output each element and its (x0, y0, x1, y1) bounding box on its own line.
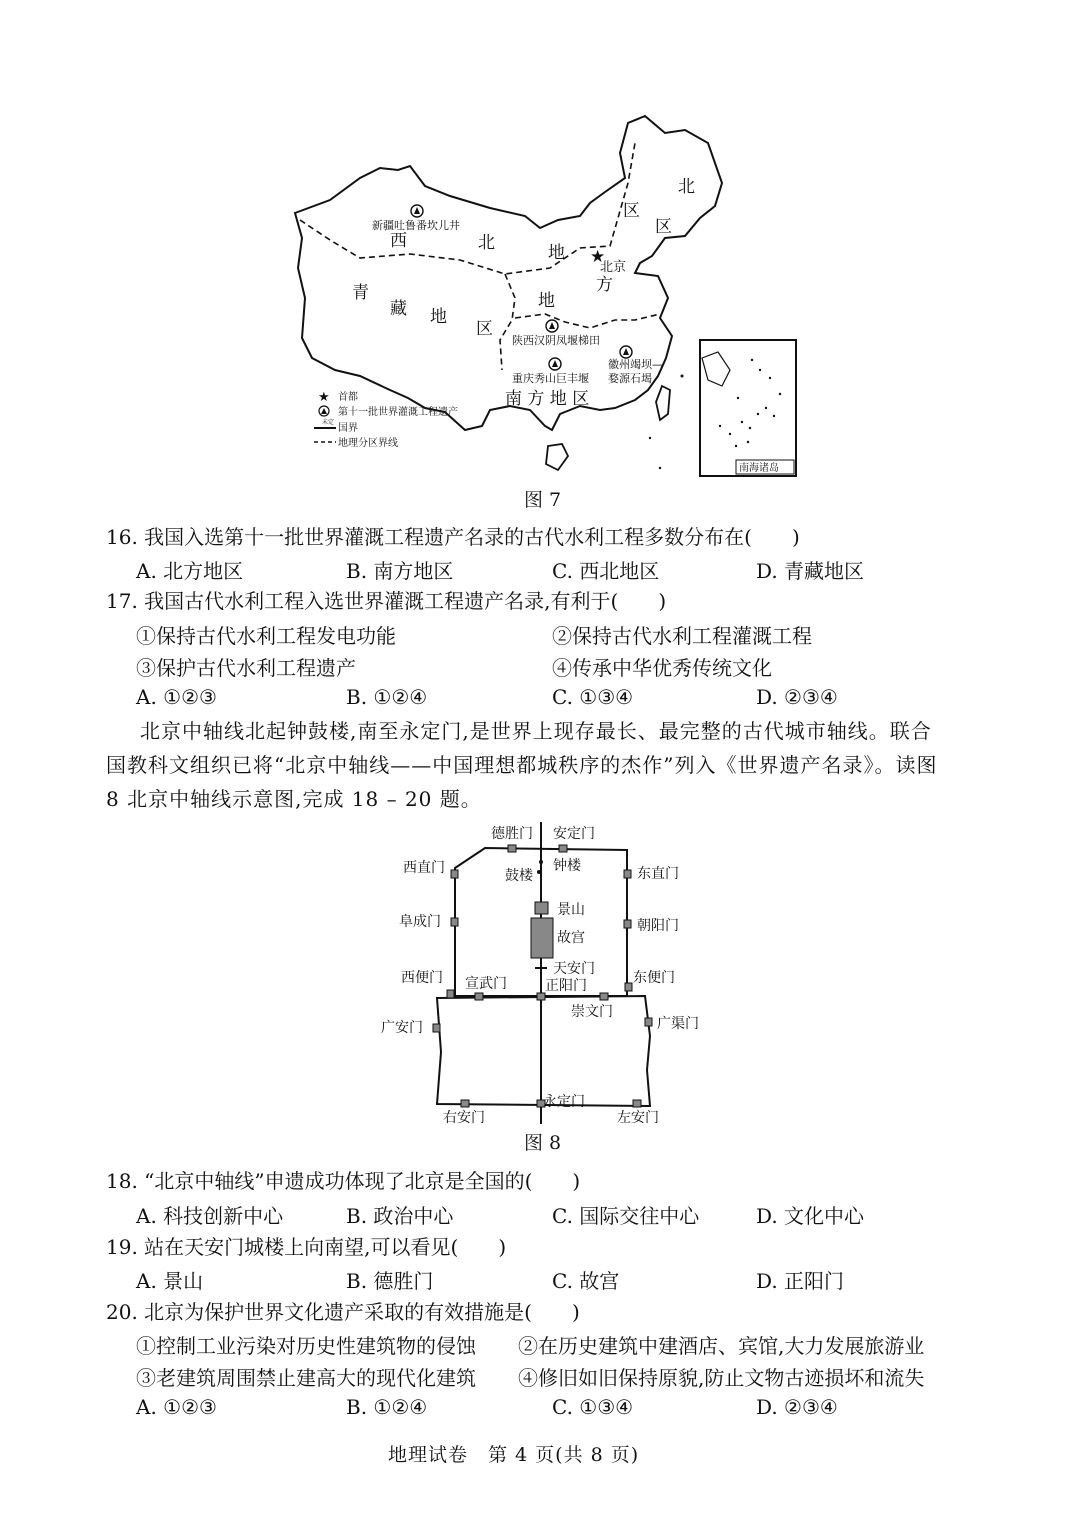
gate-dongbianmen: 东便门 (633, 970, 675, 986)
passage-line-1: 北京中轴线北起钟鼓楼,南至永定门,是世界上现存最长、最完整的古代城市轴线。联合 (140, 719, 932, 743)
question-20-stem: 20. 北京为保护世界文化遗产采取的有效措施是( ) (106, 1300, 580, 1324)
jingshan-block (535, 902, 548, 914)
question-17-stem: 17. 我国古代水利工程入选世界灌溉工程遗产名录,有利于( ) (106, 589, 667, 613)
region-boundary-north-south (515, 314, 660, 328)
gate-andingmen: 安定门 (553, 826, 595, 842)
q20-item-1: ①控制工业污染对历史性建筑物的侵蚀 (136, 1334, 476, 1358)
q20-option-b[interactable]: B. ①②④ (346, 1395, 428, 1419)
svg-text:西: 西 (390, 231, 407, 251)
q20-item-4: ④修旧如旧保持原貌,防止文物古迹损坏和流失 (518, 1366, 925, 1390)
page-footer: 地理试卷 第 4 页(共 8 页) (388, 1444, 640, 1466)
label-gulou: 鼓楼 (505, 868, 533, 884)
figure-8-caption: 图 8 (524, 1132, 562, 1154)
china-region-map (290, 108, 810, 480)
label-jingshan: 景山 (557, 902, 585, 918)
q20-option-d[interactable]: D. ②③④ (756, 1395, 838, 1419)
q17-option-b[interactable]: B. ①②④ (346, 685, 428, 709)
svg-text:区: 区 (623, 201, 640, 221)
q20-item-2: ②在历史建筑中建酒店、宾馆,大力发展旅游业 (518, 1334, 925, 1358)
q20-option-a[interactable]: A. ①②③ (136, 1395, 217, 1419)
label-zhonglou: 钟楼 (553, 858, 581, 874)
q18-option-c[interactable]: C. 国际交往中心 (552, 1204, 700, 1228)
svg-text:地: 地 (538, 291, 555, 311)
svg-text:方: 方 (596, 275, 613, 295)
svg-text:区: 区 (655, 217, 672, 237)
svg-text:青: 青 (352, 283, 369, 303)
heritage-site-shaanxi (512, 320, 600, 347)
hainan-island (546, 444, 568, 470)
svg-text:国界: 国界 (338, 423, 358, 434)
q19-option-a[interactable]: A. 景山 (136, 1269, 204, 1293)
q17-item-1: ①保持古代水利工程发电功能 (136, 624, 396, 648)
svg-text:南海诸岛: 南海诸岛 (739, 463, 779, 474)
label-qinghai-tibet-region (352, 283, 493, 339)
svg-text:重庆秀山巨丰堰: 重庆秀山巨丰堰 (512, 372, 589, 385)
svg-text:地理分区界线: 地理分区界线 (338, 438, 398, 449)
q16-option-b[interactable]: B. 南方地区 (346, 559, 454, 583)
forbidden-city-block (531, 918, 553, 958)
figure-7-caption: 图 7 (524, 489, 562, 511)
gate-zhengyangmen: 正阳门 (545, 978, 587, 994)
q18-option-b[interactable]: B. 政治中心 (346, 1204, 454, 1228)
q19-option-c[interactable]: C. 故宫 (552, 1269, 620, 1293)
svg-text:徽州竭坝—: 徽州竭坝— (608, 358, 663, 371)
gate-chongwenmen: 崇文门 (571, 1004, 613, 1020)
q17-item-2: ②保持古代水利工程灌溉工程 (552, 624, 812, 648)
q17-option-d[interactable]: D. ②③④ (756, 685, 838, 709)
gate-guanganmen: 广安门 (381, 1020, 423, 1036)
q19-option-b[interactable]: B. 德胜门 (346, 1269, 434, 1293)
q16-option-a[interactable]: A. 北方地区 (136, 559, 244, 583)
svg-text:第十一批世界灌溉工程遗产: 第十一批世界灌溉工程遗产 (338, 407, 458, 418)
svg-text:北: 北 (678, 177, 695, 197)
heritage-site-chongqing (512, 358, 589, 385)
q16-option-d[interactable]: D. 青藏地区 (756, 559, 865, 583)
q17-option-a[interactable]: A. ①②③ (136, 685, 217, 709)
gate-fuchengmen: 阜成门 (399, 914, 441, 930)
svg-text:未定: 未定 (322, 419, 335, 426)
svg-text:新疆吐鲁番坎儿井: 新疆吐鲁番坎儿井 (372, 219, 460, 232)
q16-option-c[interactable]: C. 西北地区 (552, 559, 660, 583)
heritage-site-xinjiang (372, 205, 460, 232)
capital-label: 北京 (600, 260, 627, 275)
gate-xizhimen: 西直门 (403, 860, 445, 876)
gate-deshengmen: 德胜门 (491, 826, 533, 842)
south-china-sea-inset (700, 340, 796, 476)
svg-text:藏: 藏 (390, 299, 407, 319)
gate-xibianmen: 西便门 (401, 970, 443, 986)
region-boundary-tibet-east (500, 274, 515, 370)
q17-option-c[interactable]: C. ①③④ (552, 685, 634, 709)
label-tiananmen: 天安门 (553, 961, 595, 977)
gate-youanmen: 右安门 (443, 1110, 485, 1126)
question-19-stem: 19. 站在天安门城楼上向南望,可以看见( ) (106, 1235, 507, 1259)
svg-text:婺源石堨: 婺源石堨 (608, 372, 652, 385)
svg-text:地: 地 (548, 243, 565, 263)
question-18-stem: 18. “北京中轴线”申遗成功体现了北京是全国的( ) (106, 1169, 581, 1193)
svg-text:区: 区 (476, 319, 493, 339)
legend-star-icon: ★ (318, 390, 330, 405)
q18-option-d[interactable]: D. 文化中心 (756, 1204, 865, 1228)
beijing-axis-map (375, 818, 715, 1128)
q20-item-3: ③老建筑周围禁止建高大的现代化建筑 (136, 1366, 476, 1390)
outer-city-wall (437, 996, 650, 1106)
gate-dongzhimen: 东直门 (637, 866, 679, 882)
svg-text:首都: 首都 (338, 392, 358, 403)
label-south-region: 南 方 地 区 (505, 389, 590, 409)
svg-text:地: 地 (430, 307, 447, 327)
q20-option-c[interactable]: C. ①③④ (552, 1395, 634, 1419)
capital-star-icon: ★ (590, 247, 606, 267)
gate-xuanwumen: 宣武门 (465, 976, 507, 992)
question-16-stem: 16. 我国入选第十一批世界灌溉工程遗产名录的古代水利工程多数分布在( ) (106, 525, 800, 549)
svg-text:陕西汉阴凤堰梯田: 陕西汉阴凤堰梯田 (512, 334, 600, 347)
gate-guangqumen: 广渠门 (657, 1016, 699, 1032)
label-gugong: 故宫 (557, 930, 585, 946)
passage-line-2: 国教科文组织已将“北京中轴线——中国理想都城秩序的杰作”列入《世界遗产名录》。读图 (106, 753, 938, 777)
q17-item-3: ③保护古代水利工程遗产 (136, 656, 356, 680)
svg-text:北: 北 (478, 233, 495, 253)
taiwan-island (656, 386, 670, 420)
gate-zuoanmen: 左安门 (617, 1110, 659, 1126)
gate-chaoyangmen: 朝阳门 (637, 918, 679, 934)
gate-yongdingmen: 永定门 (543, 1094, 585, 1110)
q18-option-a[interactable]: A. 科技创新中心 (136, 1204, 284, 1228)
map-legend (314, 390, 458, 449)
q17-item-4: ④传承中华优秀传统文化 (552, 656, 772, 680)
q19-option-d[interactable]: D. 正阳门 (756, 1269, 845, 1293)
passage-line-3: 8 北京中轴线示意图,完成 18 – 20 题。 (106, 787, 482, 811)
